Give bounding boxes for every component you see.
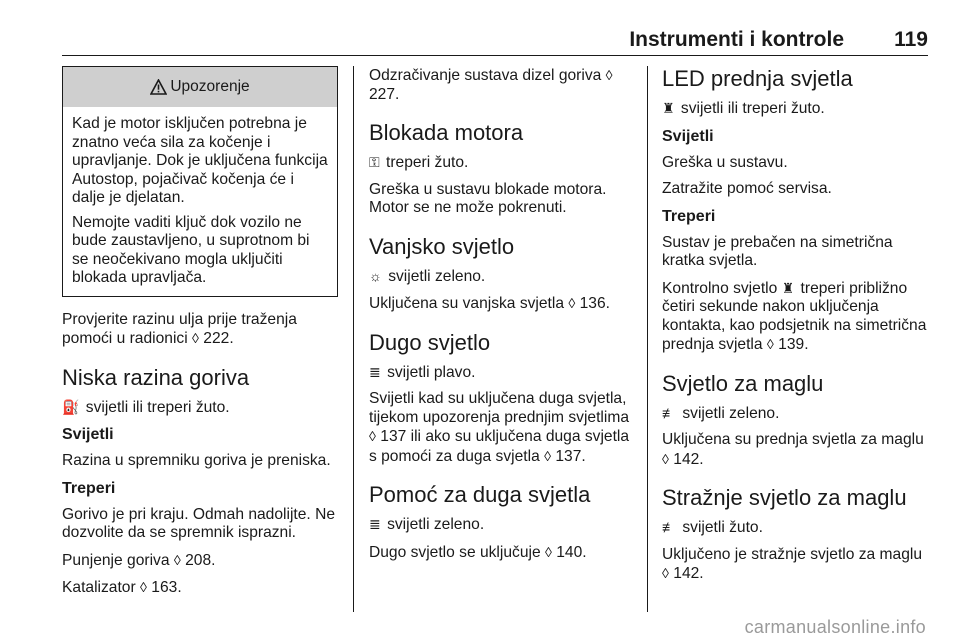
high-beam-ref-2: 137. — [555, 447, 586, 465]
led-flash-text-2b: treperi približno četiri sekunde nakon uključenja kontakta, kao podsjetnik na simetrična prednja svjetla — [662, 279, 927, 353]
fuel-lit-text: Razina u spremniku goriva je preniska. — [62, 452, 331, 469]
high-beam-assist-text: Dugo svjetlo se uključuje — [369, 543, 541, 561]
page-reference-arrow-icon: ◊ — [369, 428, 376, 444]
warning-paragraph: Kad je motor isključen potrebna je znatno veća sila za kočenje i upravljanje. Dok je uključena funkcija Autostop, pojačivač kočenja će i dalje je djelatan. — [72, 115, 328, 206]
high-beam-icon: ≣ — [369, 363, 381, 380]
rear-fog-heading: Stražnje svjetlo za maglu — [662, 485, 907, 510]
column-divider — [647, 66, 648, 612]
oil-ref: 222. — [203, 330, 234, 347]
page-number: 119 — [894, 28, 928, 51]
led-flash-text-1: Sustav je prebačen na simetrična kratka svjetla. — [662, 233, 893, 269]
high-beam-assist-heading: Pomoć za duga svjetla — [369, 482, 591, 507]
immobiliser-text: Greška u sustavu blokade motora. Motor se ne može pokrenuti. — [369, 180, 607, 216]
led-flash-heading: Treperi — [662, 207, 716, 225]
refuel-paragraph — [62, 551, 338, 571]
high-beam-assist-status: svijetli zeleno. — [387, 516, 485, 533]
high-beam-paragraph — [369, 390, 635, 466]
catalyst-paragraph — [62, 578, 338, 598]
fuel-status: svijetli ili treperi žuto. — [85, 398, 230, 416]
led-headlight-icon: ♜ — [781, 279, 795, 296]
high-beam-assist-ref: 140. — [556, 543, 587, 561]
rear-fog-light-icon: ≢ — [662, 519, 676, 535]
led-lit-text-2: Zatražite pomoć servisa. — [662, 180, 832, 197]
fuel-heading: Niska razina goriva — [62, 364, 250, 390]
led-flash-paragraph — [662, 279, 928, 355]
rear-fog-paragraph — [662, 546, 928, 584]
led-flash-ref: 139. — [778, 336, 809, 353]
warning-paragraph: Nemojte vaditi ključ dok vozilo ne bude zaustavljeno, u suprotnom bi se neočekivano mogla uključiti blokada upravljača. — [72, 213, 310, 286]
warning-box — [62, 66, 338, 297]
rear-fog-status-line — [662, 518, 928, 538]
exterior-light-status-line — [369, 267, 635, 287]
diesel-ref: 227. — [369, 85, 400, 103]
page-reference-arrow-icon: ◊ — [605, 67, 613, 83]
page-reference-arrow-icon: ◊ — [192, 330, 199, 346]
rear-fog-text: Uključeno je stražnje svjetlo za maglu — [662, 545, 923, 563]
fog-status-line — [662, 404, 928, 424]
fog-status: svijetli zeleno. — [682, 404, 780, 422]
page-reference-arrow-icon: ◊ — [662, 565, 669, 581]
led-headlight-icon: ♜ — [662, 100, 675, 116]
page-header — [62, 24, 928, 56]
exterior-light-text: Uključena su vanjska svjetla — [369, 295, 565, 312]
oil-paragraph — [62, 311, 338, 349]
page-reference-arrow-icon: ◊ — [173, 551, 181, 568]
warning-header — [63, 67, 337, 107]
exterior-light-heading: Vanjsko svjetlo — [369, 233, 515, 259]
fog-ref: 142. — [673, 450, 704, 468]
led-flash-text-2a: Kontrolno svjetlo — [662, 279, 778, 297]
warning-triangle-icon — [150, 79, 167, 95]
refuel-text: Punjenje goriva — [62, 551, 170, 569]
fuel-flash-heading: Treperi — [62, 479, 116, 497]
exterior-light-paragraph — [369, 294, 635, 314]
high-beam-assist-icon: ≣ — [369, 516, 381, 532]
fuel-lit-heading: Svijetli — [62, 426, 114, 443]
fuel-pump-icon: ⛽ — [62, 398, 80, 415]
led-status-line — [662, 99, 928, 119]
immobiliser-heading: Blokada motora — [369, 120, 524, 145]
diesel-text: Odzračivanje sustava dizel goriva — [369, 67, 602, 84]
car-key-icon: ⚿ — [369, 154, 380, 170]
high-beam-status-line — [369, 363, 635, 383]
column-2 — [369, 66, 635, 570]
immobiliser-status: treperi žuto. — [386, 154, 469, 171]
column-1 — [62, 66, 338, 606]
refuel-ref: 208. — [185, 551, 216, 569]
high-beam-assist-status-line — [369, 515, 635, 535]
page-reference-arrow-icon: ◊ — [662, 450, 669, 467]
led-status: svijetli ili treperi žuto. — [680, 100, 825, 117]
diesel-paragraph — [369, 66, 635, 104]
high-beam-text: Svijetli kad su uključena duga svjetla, tijekom upozorenja prednjim svjetlima — [369, 390, 630, 426]
rear-fog-status: svijetli žuto. — [682, 519, 763, 536]
fuel-status-line — [62, 398, 338, 418]
column-3 — [662, 66, 928, 592]
high-beam-assist-paragraph — [369, 543, 635, 563]
page-reference-arrow-icon: ◊ — [766, 336, 774, 352]
fog-paragraph — [662, 431, 928, 469]
exterior-light-icon: ☼ — [369, 267, 382, 284]
catalyst-text: Katalizator — [62, 579, 136, 596]
high-beam-heading: Dugo svjetlo — [369, 329, 491, 355]
page-reference-arrow-icon: ◊ — [544, 447, 552, 464]
exterior-light-status: svijetli zeleno. — [388, 267, 486, 285]
page-reference-arrow-icon: ◊ — [140, 579, 147, 595]
high-beam-status: svijetli plavo. — [387, 363, 476, 381]
column-divider — [353, 66, 354, 612]
header-title: Instrumenti i kontrole — [629, 28, 844, 51]
fuel-flash-text: Gorivo je pri kraju. Odmah nadolijte. Ne dozvolite da se spremnik isprazni. — [62, 505, 336, 541]
high-beam-ref-1: 137 ili ako su uključena duga svjetla s pomoći za duga svjetla — [369, 428, 630, 465]
page-reference-arrow-icon: ◊ — [544, 543, 552, 560]
exterior-light-ref: 136. — [579, 295, 610, 312]
front-fog-light-icon: ≢ — [662, 404, 676, 421]
page-reference-arrow-icon: ◊ — [568, 295, 576, 311]
led-lit-text-1: Greška u sustavu. — [662, 153, 788, 171]
warning-body — [63, 107, 337, 296]
immobiliser-status-line — [369, 153, 635, 173]
fog-text: Uključena su prednja svjetla za maglu — [662, 431, 924, 448]
watermark: carmanualsonline.info — [744, 617, 926, 637]
catalyst-ref: 163. — [151, 579, 182, 596]
rear-fog-ref: 142. — [673, 565, 704, 582]
led-heading: LED prednja svjetla — [662, 66, 853, 91]
fog-heading: Svjetlo za maglu — [662, 370, 824, 396]
oil-text: Provjerite razinu ulja prije traženja pomoći u radionici — [62, 310, 297, 347]
warning-title: Upozorenje — [170, 78, 250, 95]
led-lit-heading: Svijetli — [662, 127, 714, 145]
